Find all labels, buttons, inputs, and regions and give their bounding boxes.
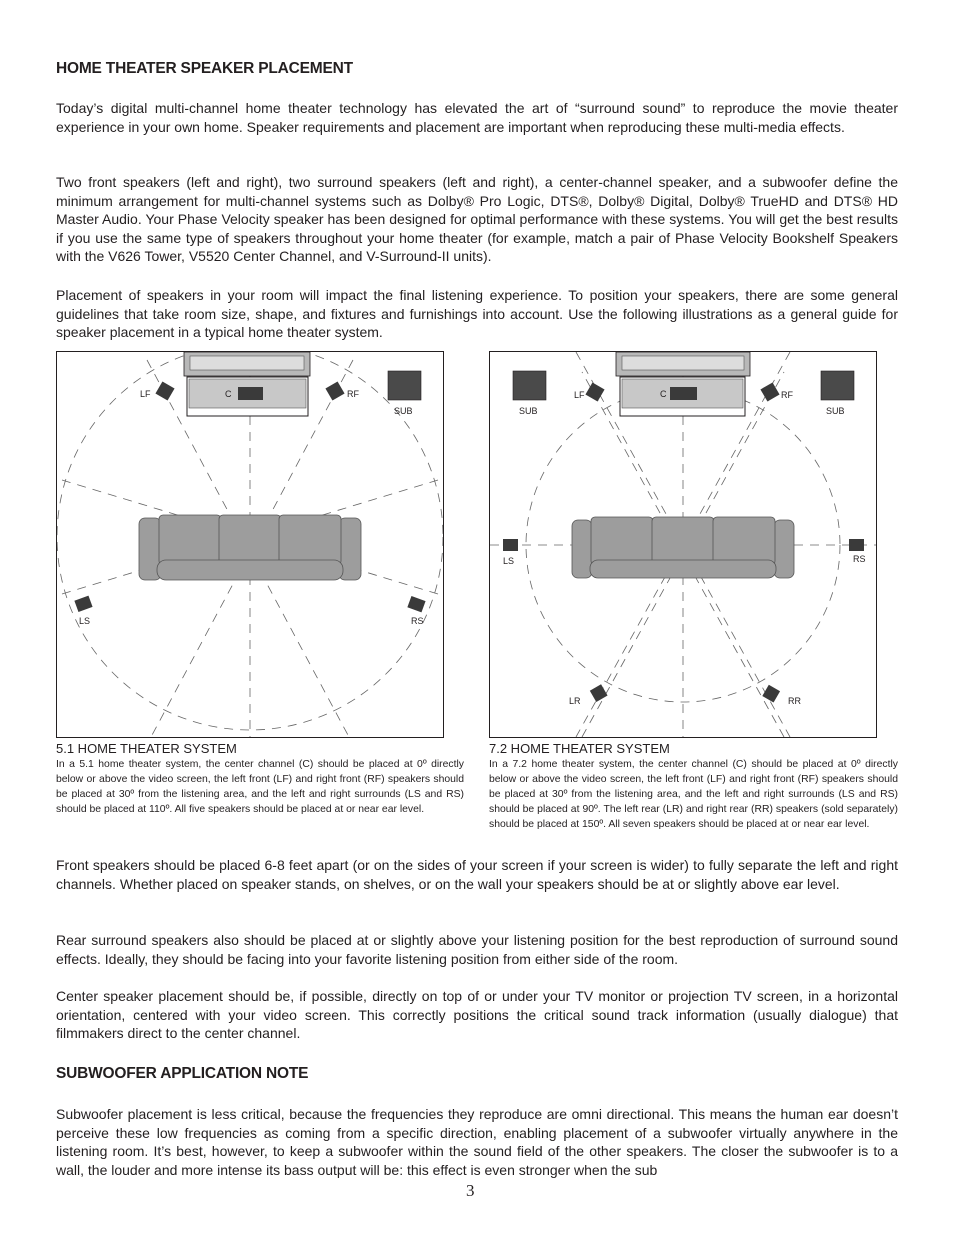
label-sub-left: SUB (519, 406, 538, 416)
sofa-icon (572, 517, 794, 578)
section-title-subwoofer: SUBWOOFER APPLICATION NOTE (56, 1065, 309, 1082)
caption-body-5-1: In a 5.1 home theater system, the center channel (C) should be placed at 0º directly below or above the video screen, the left front (LF) and right front (RF) speakers should be placed at 30º from the listening area, and the left and right surrounds (LS and RS) should be placed at 110º. All five speakers should be placed at or near ear level. (56, 759, 464, 815)
label-ls: LS (503, 556, 515, 566)
paragraph-front-speakers: Front speakers should be placed 6-8 feet apart (or on the sides of your screen if your screen is wider) to fully separate the left and right channels. Whether placed on speaker stands, on shelves, or on the wall your speakers should be at or slightly above ear level. (56, 857, 898, 892)
label-c: C (660, 389, 667, 399)
diagram-5-1-system (56, 351, 444, 738)
section-title-speaker-placement: HOME THEATER SPEAKER PLACEMENT (56, 60, 353, 77)
label-rf: RF (347, 389, 359, 399)
label-ls: LS (79, 616, 91, 626)
label-rs: RS (853, 554, 866, 564)
label-rr: RR (788, 696, 801, 706)
label-rf: RF (781, 390, 793, 400)
paragraph-placement: Placement of speakers in your room will impact the final listening experience. To position your speakers, there are some general guidelines that take room size, shape, and fixtures and furnishings into account. Use the following illustrations as a general guide for speaker placement in a typical home theater system. (56, 287, 898, 341)
label-sub: SUB (394, 406, 413, 416)
label-lr: LR (569, 696, 581, 706)
paragraph-center-speaker: Center speaker placement should be, if possible, directly on top of or under your TV monitor or projection TV screen, in a horizontal orientation, centered with your video screen. This correctly positions the critical sound track information (usually dialogue) that filmmakers direct to the center channel. (56, 988, 898, 1042)
paragraph-rear-speakers: Rear surround speakers also should be placed at or slightly above your listening position for the best reproduction of surround sound effects. Ideally, they should be facing into your favorite listening position from either side of the room. (56, 932, 898, 967)
diagram-7-2-system (489, 351, 877, 738)
page-number: 3 (466, 1181, 475, 1200)
label-lf: LF (574, 390, 585, 400)
caption-body-7-2: In a 7.2 home theater system, the center channel (C) should be placed at 0º directly below or above the video screen, the left front (LF) and right front (RF) speakers should be placed at 30º from the listening area, and the left and right surrounds (LS and RS) should be placed at 90º. The left rear (LR) and right rear (RR) speakers (sold separately) should be placed at 150º. All seven speakers should be placed at or near ear level. (489, 759, 898, 830)
caption-title-7-2: 7.2 HOME THEATER SYSTEM (489, 741, 670, 756)
label-rs: RS (411, 616, 424, 626)
sofa-icon (139, 515, 361, 580)
label-c: C (225, 389, 232, 399)
paragraph-subwoofer: Subwoofer placement is less critical, because the frequencies they reproduce are omni directional. This means the human ear doesn’t perceive these low frequencies as coming from a specific direction, enabling placement of a subwoofer virtually anywhere in the listening room. It’s best, however, to keep a subwoofer within the sound field of the other speakers. The closer the subwoofer is to a wall, the louder and more intense its bass output will be: this effect is even stronger when the sub (56, 1106, 898, 1178)
caption-title-5-1: 5.1 HOME THEATER SYSTEM (56, 741, 237, 756)
label-sub-right: SUB (826, 406, 845, 416)
label-lf: LF (140, 389, 151, 399)
paragraph-intro: Today’s digital multi-channel home theater technology has elevated the art of “surround sound” to reproduce the movie theater experience in your own home. Speaker requirements and placement are important when reproducing these multi-media effects. (56, 100, 898, 135)
paragraph-arrangement: Two front speakers (left and right), two surround speakers (left and right), a center-channel speaker, and a subwoofer define the minimum arrangement for multi-channel systems such as Dolby® Pro Logic, DTS®, Dolby® Digital, Dolby® TrueHD and DTS® HD Master Audio. Your Phase Velocity speaker has been designed for optimal performance with these systems. You will get the best results if you use the same type of speakers throughout your home theater (for example, match a pair of Phase Velocity Bookshelf Speakers with the V626 Tower, V5520 Center Channel, and V-Surround-II units). (56, 174, 898, 265)
